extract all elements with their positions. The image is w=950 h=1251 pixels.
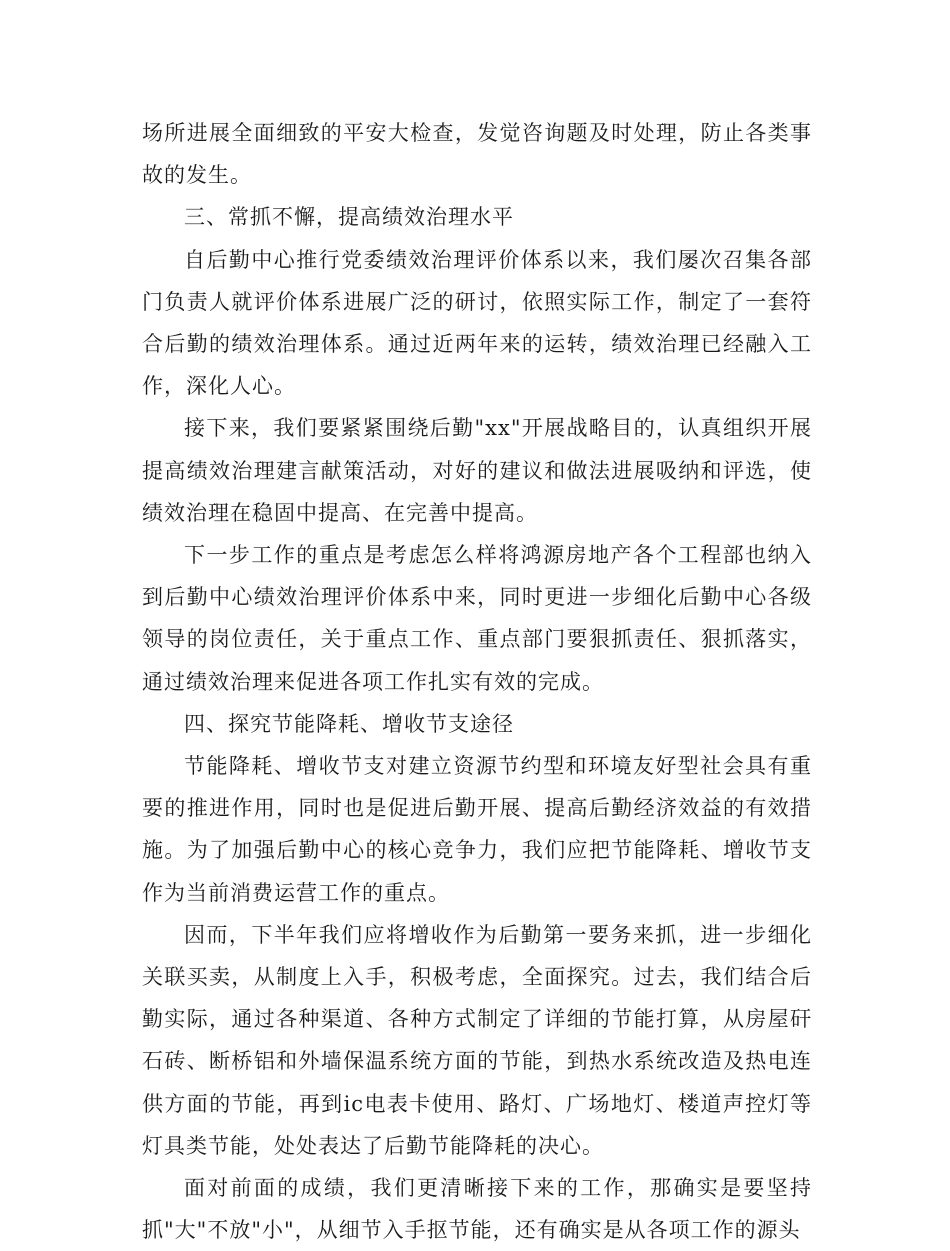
paragraph: 自后勤中心推行党委绩效治理评价体系以来，我们屡次召集各部门负责人就评价体系进展广泛的研讨，依照实际工作，制定了一套符合后勤的绩效治理体系。通过近两年来的运转，绩效治理已经融入工作，深化人心。 bbox=[142, 247, 812, 399]
paragraph: 面对前面的成绩，我们更清晰接下来的工作，那确实是要坚持抓"大"不放"小"，从细节入手抠节能，还有确实是从各项工作的源头 bbox=[142, 1176, 812, 1243]
paragraph: 节能降耗、增收节支对建立资源节约型和环境友好型社会具有重要的推进作用，同时也是促进后勤开展、提高后勤经济效益的有效措施。为了加强后勤中心的核心竞争力，我们应把节能降耗、增收节支作为当前消费运营工作的重点。 bbox=[142, 754, 812, 905]
section-heading-3: 三、常抓不懈，提高绩效治理水平 bbox=[184, 205, 514, 230]
section-heading-4: 四、探究节能降耗、增收节支途径 bbox=[184, 711, 514, 736]
paragraph: 下一步工作的重点是考虑怎么样将鸿源房地产各个工程部也纳入到后勤中心绩效治理评价体系中来，同时更进一步细化后勤中心各级领导的岗位责任，关于重点工作、重点部门要狠抓责任、狠抓落实，通过绩效治理来促进各项工作扎实有效的完成。 bbox=[142, 543, 812, 694]
paragraph: 因而，下半年我们应将增收作为后勤第一要务来抓，进一步细化关联买卖，从制度上入手，积极考虑，全面探究。过去，我们结合后勤实际，通过各种渠道、各种方式制定了详细的节能打算，从房屋矸石砖、断桥铝和外墙保温系统方面的节能，到热水系统改造及热电连供方面的节能，再到ic电表卡使用、路灯、广场地灯、楼道声控灯等灯具类节能，处处表达了后勤节能降耗的决心。 bbox=[142, 922, 812, 1158]
document-body bbox=[142, 112, 812, 1251]
paragraph-continuation: 场所进展全面细致的平安大检查，发觉咨询题及时处理，防止各类事故的发生。 bbox=[142, 121, 812, 188]
paragraph: 接下来，我们要紧紧围绕后勤"xx"开展战略目的，认真组织开展提高绩效治理建言献策活动，对好的建议和做法进展吸纳和评选，使绩效治理在稳固中提高、在完善中提高。 bbox=[142, 416, 812, 525]
